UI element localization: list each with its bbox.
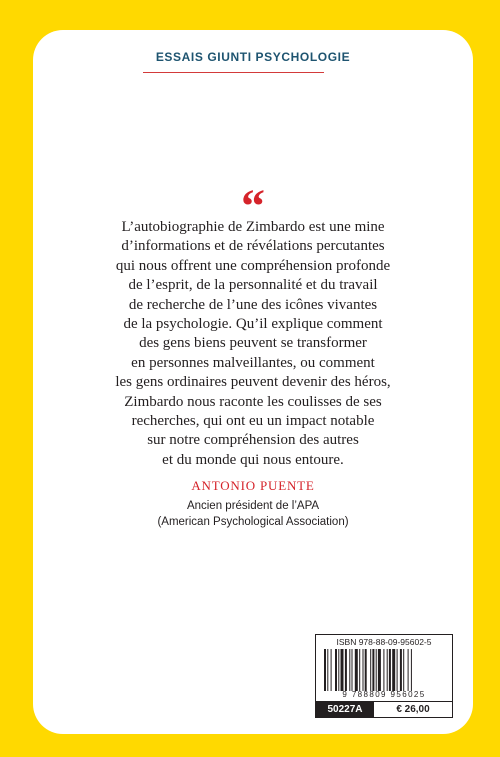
product-code: 50227A	[316, 702, 374, 717]
barcode-label	[315, 634, 453, 718]
price-label: € 26,00	[396, 704, 430, 715]
quote-line: d’informations et de révélations percutantes	[121, 238, 385, 255]
author-role-line: Ancien président de l’APA	[186, 500, 320, 512]
author-role	[33, 498, 473, 530]
series-title: ESSAIS GIUNTI PSYCHOLOGIE	[155, 50, 351, 64]
quote-line: L’autobiographie de Zimbardo est une mine	[121, 219, 385, 235]
quote-line: qui nous offrent une compréhension profonde	[115, 257, 391, 274]
barcode-digits: 9 788809 956025	[342, 690, 426, 699]
author-role-line: (American Psychological Association)	[157, 516, 349, 528]
quote-line: de l’esprit, de la personnalité et du travail	[128, 277, 378, 294]
barcode-footer	[316, 701, 452, 717]
series-divider	[143, 72, 324, 73]
quote-line: de la psychologie. Qu’il explique comment	[123, 316, 383, 333]
quote-line: et du monde qui nous entoure.	[162, 451, 344, 468]
quote-line: les gens ordinaires peuvent devenir des héros,	[115, 374, 391, 391]
quote-line: en personnes malveillantes, ou comment	[131, 354, 375, 371]
quote-text	[33, 218, 473, 470]
quote-author: ANTONIO PUENTE	[191, 478, 315, 493]
quote-line: de recherche de l’une des icônes vivantes	[128, 296, 378, 313]
quote-mark-icon: “	[241, 180, 265, 233]
isbn-text: ISBN 978-88-09-95602-5	[336, 637, 432, 647]
quote-line: sur notre compréhension des autres	[147, 432, 359, 449]
barcode-icon	[324, 649, 446, 691]
quote-line: des gens biens peuvent se transformer	[139, 335, 367, 352]
quote-line: Zimbardo nous raconte les coulisses de ses	[124, 393, 382, 410]
quote-line: recherches, qui ont eu un impact notable	[131, 413, 375, 430]
back-cover-panel	[33, 30, 473, 734]
